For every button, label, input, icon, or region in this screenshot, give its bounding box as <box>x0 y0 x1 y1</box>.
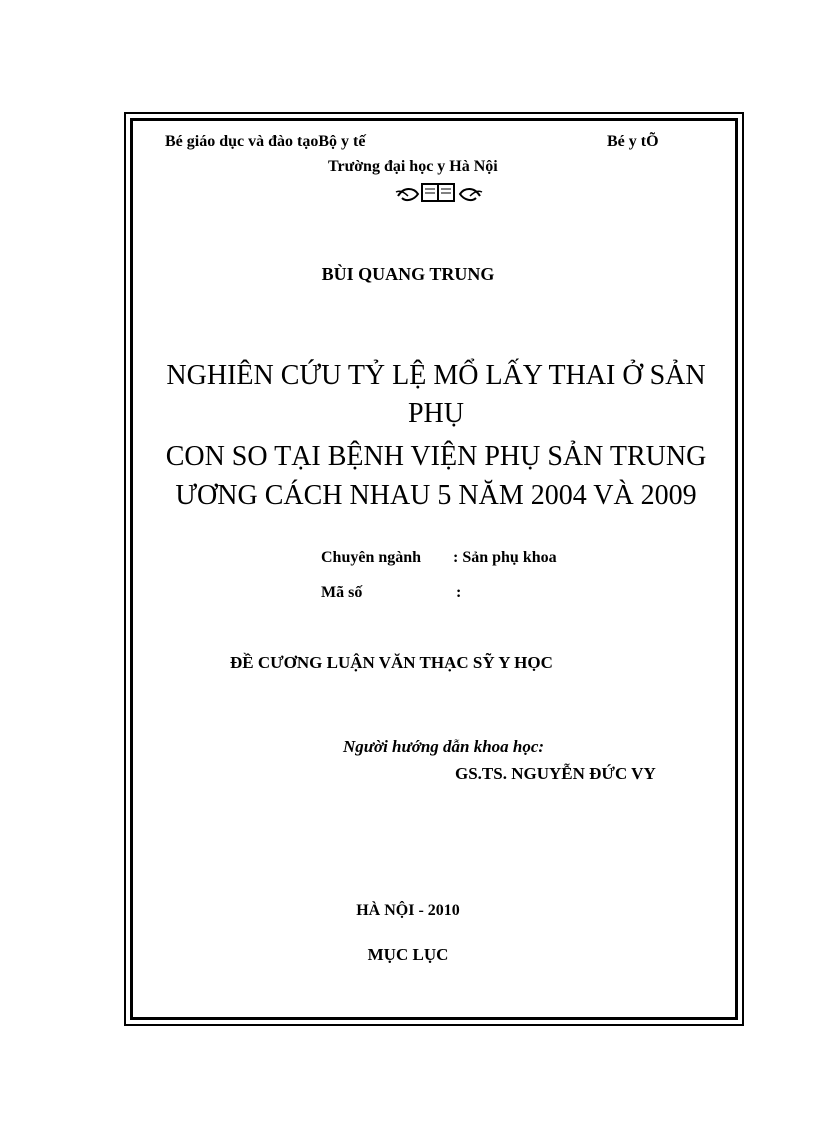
thesis-title-line-2: PHỤ <box>407 398 464 429</box>
book-ornament-icon <box>394 180 484 206</box>
advisor-label: Người hướng dẫn khoa học: <box>343 737 545 756</box>
thesis-title-line-1: NGHIÊN CỨU TỶ LỆ MỔ LẤY THAI Ở SẢN <box>166 360 706 391</box>
university-name: Trường đại học y Hà Nội <box>328 158 498 175</box>
page-border <box>124 112 744 1026</box>
ministries-header: Bé giáo dục và đào tạoBộ y tế <box>165 133 366 150</box>
place-year: HÀ NỘI - 2010 <box>356 902 460 919</box>
advisor-name: GS.TS. NGUYỄN ĐỨC VY <box>455 764 656 783</box>
page-border-inner <box>130 118 738 1020</box>
author-name: BÙI QUANG TRUNG <box>321 264 495 284</box>
specialty-value: : Sản phụ khoa <box>453 549 557 566</box>
ministry-right-header: Bé y tÕ <box>607 133 659 150</box>
specialty-label: Chuyên ngành <box>321 549 422 566</box>
code-value: : <box>456 584 462 601</box>
code-label: Mã số <box>321 584 363 601</box>
thesis-title-line-3: CON SO TẠI BỆNH VIỆN PHỤ SẢN TRUNG <box>165 441 707 472</box>
document-type: ĐỀ CƯƠNG LUẬN VĂN THẠC SỸ Y HỌC <box>230 653 553 672</box>
thesis-title-line-4: ƯƠNG CÁCH NHAU 5 NĂM 2004 VÀ 2009 <box>175 480 697 511</box>
toc-heading: MỤC LỤC <box>367 945 449 964</box>
